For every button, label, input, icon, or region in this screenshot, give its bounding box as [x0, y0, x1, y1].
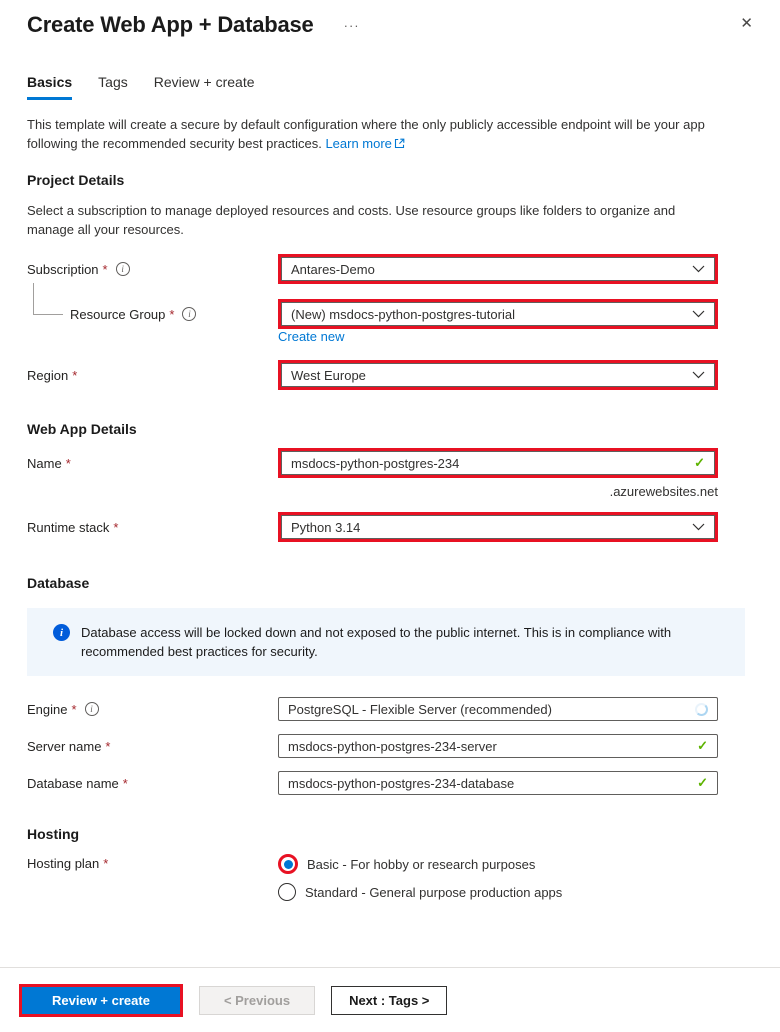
wizard-footer	[0, 967, 780, 1032]
required-asterisk: *	[113, 519, 119, 535]
chevron-down-icon	[692, 310, 705, 318]
info-icon[interactable]: i	[85, 702, 99, 716]
name-row	[27, 448, 718, 478]
database-name-row	[27, 771, 718, 795]
required-asterisk: *	[102, 261, 108, 277]
create-new-link[interactable]: Create new	[278, 329, 345, 344]
tab-tags[interactable]: Tags	[98, 74, 128, 90]
subscription-highlight	[278, 254, 718, 284]
runtime-stack-label: Runtime stack *	[27, 519, 119, 535]
info-icon[interactable]: i	[116, 262, 130, 276]
radio-label: Basic - For hobby or research purposes	[307, 856, 536, 872]
required-asterisk: *	[122, 775, 128, 791]
database-name-label: Database name *	[27, 775, 128, 791]
external-link-icon	[394, 138, 405, 149]
banner-text: Database access will be locked down and not exposed to the public internet. This is in compliance with recommended best practices for security.	[81, 625, 672, 659]
region-label: Region *	[27, 367, 78, 383]
hosting-plan-row	[27, 854, 718, 901]
name-highlight	[278, 448, 718, 478]
hosting-plan-option-standard[interactable]	[278, 883, 718, 901]
project-details-description: Select a subscription to manage deployed resources and costs. Use resource groups like folders to organize and manage all your resources.	[27, 203, 676, 237]
database-name-input[interactable]: msdocs-python-postgres-234-database ✓	[278, 771, 718, 795]
info-icon[interactable]: i	[182, 307, 196, 321]
learn-more-link[interactable]: Learn more	[325, 136, 404, 151]
web-app-details-heading: Web App Details	[27, 421, 137, 437]
subscription-row	[27, 254, 718, 284]
radio-unselected-icon[interactable]	[278, 883, 296, 901]
engine-label: Engine * i	[27, 702, 278, 717]
subscription-label: Subscription * i	[27, 262, 278, 277]
resource-group-highlight	[278, 299, 718, 329]
chevron-down-icon	[692, 265, 705, 273]
hosting-heading: Hosting	[27, 826, 80, 842]
name-input[interactable]: msdocs-python-postgres-234 ✓	[281, 451, 715, 475]
valid-check-icon: ✓	[697, 775, 708, 790]
radio-label: Standard - General purpose production apps	[305, 884, 563, 900]
subscription-dropdown[interactable]: Antares-Demo	[281, 257, 715, 281]
database-heading: Database	[27, 575, 90, 591]
valid-check-icon: ✓	[694, 455, 705, 470]
required-asterisk: *	[169, 306, 175, 322]
intro-text	[27, 115, 718, 153]
wizard-tabs	[27, 74, 718, 100]
resource-group-dropdown[interactable]: (New) msdocs-python-postgres-tutorial	[281, 302, 715, 326]
runtime-stack-dropdown[interactable]: Python 3.14	[281, 515, 715, 539]
region-dropdown[interactable]: West Europe	[281, 363, 715, 387]
tab-review-create[interactable]: Review + create	[153, 74, 255, 90]
database-info-banner	[27, 608, 745, 676]
engine-row	[27, 697, 718, 721]
required-asterisk: *	[65, 455, 71, 471]
project-details-form	[27, 254, 718, 390]
chevron-down-icon	[692, 371, 705, 379]
resource-group-label: Resource Group * i	[27, 307, 278, 322]
server-name-label: Server name *	[27, 738, 111, 754]
close-icon[interactable]: ✕	[740, 15, 753, 32]
region-highlight	[278, 360, 718, 390]
intro-description: This template will create a secure by default configuration where the only publicly accessible endpoint will be your app following the recommended security best practices.	[27, 117, 705, 151]
next-tags-button[interactable]: Next : Tags >	[331, 986, 447, 1015]
required-asterisk: *	[103, 856, 109, 871]
domain-suffix: .azurewebsites.net	[609, 484, 718, 499]
blade-header	[27, 0, 718, 38]
tab-basics[interactable]: Basics	[27, 74, 72, 100]
required-asterisk: *	[105, 738, 111, 754]
region-row	[27, 360, 718, 390]
engine-field[interactable]: PostgreSQL - Flexible Server (recommended)	[278, 697, 718, 721]
hosting-plan-option-basic[interactable]	[278, 854, 718, 874]
loading-spinner-icon	[695, 703, 708, 716]
resource-group-row	[27, 299, 718, 329]
chevron-down-icon	[692, 523, 705, 531]
name-label: Name *	[27, 455, 71, 471]
radio-selected-icon[interactable]	[278, 854, 298, 874]
review-create-button[interactable]: Review + create	[22, 987, 180, 1014]
hosting-plan-label: Hosting plan *	[27, 856, 109, 871]
info-filled-icon: i	[53, 624, 70, 641]
runtime-stack-highlight	[278, 512, 718, 542]
review-create-highlight	[19, 984, 183, 1017]
previous-button[interactable]: < Previous	[199, 986, 315, 1015]
required-asterisk: *	[71, 701, 77, 717]
page-title: Create Web App + Database	[27, 12, 314, 37]
runtime-stack-row	[27, 512, 718, 542]
required-asterisk: *	[72, 367, 78, 383]
valid-check-icon: ✓	[697, 738, 708, 753]
more-options-icon[interactable]: ···	[343, 18, 360, 33]
server-name-input[interactable]: msdocs-python-postgres-234-server ✓	[278, 734, 718, 758]
resource-group-indent-line	[33, 283, 63, 315]
project-details-heading: Project Details	[27, 172, 125, 188]
server-name-row	[27, 734, 718, 758]
